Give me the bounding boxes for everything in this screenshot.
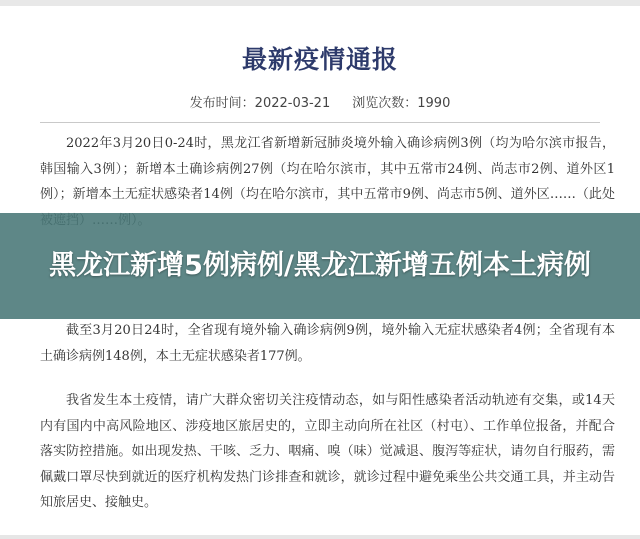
views-count: 1990: [417, 96, 451, 111]
divider: [40, 122, 600, 123]
publish-date: 2022-03-21: [254, 96, 331, 111]
paragraph-advice: 我省发生本土疫情，请广大群众密切关注疫情动态，如与阳性感染者活动轨迹有交集，或14天内有国内中高风险地区、涉疫地区旅居史的，立即主动向所在社区（村屯）、工作单位报备，并配合落实防控措施。如出现发热、干咳、乏力、咽痛、嗅（味）觉减退、腹泻等症状，请勿自行服药，需佩戴口罩尽快到就近的医疗机构发热门诊排查和就诊，就诊过程中避免乘坐公共交通工具，并主动告知旅居史、接触史。: [40, 393, 615, 510]
publish-label: 发布时间：: [189, 96, 255, 111]
headline-banner: [0, 213, 640, 319]
article-meta: [0, 92, 640, 111]
banner-headline: 黑龙江新增5例病例/黑龙江新增五例本土病例: [49, 250, 591, 281]
paragraph-cases: 2022年3月20日0-24时，黑龙江省新增新冠肺炎境外输入确诊病例3例（均为哈尔滨市报告，韩国输入3例）；新增本土确诊病例27例（均在哈尔滨市，其中五常市24例、尚志市2例、道外区1例）；新增本土无症状感染者14例（均在哈尔滨市，其中五常市9例、尚志市5例、道外区……（此处: [40, 136, 615, 202]
bottom-border: [0, 535, 640, 539]
paragraph-totals: 截至3月20日24时，全省现有境外输入确诊病例9例，境外输入无症状感染者4例；全省现有本土确诊病例148例，本土无症状感染者177例。: [40, 323, 615, 364]
top-border: [0, 0, 640, 6]
views-label: 浏览次数：: [352, 96, 418, 111]
article-title: 最新疫情通报: [241, 45, 398, 74]
